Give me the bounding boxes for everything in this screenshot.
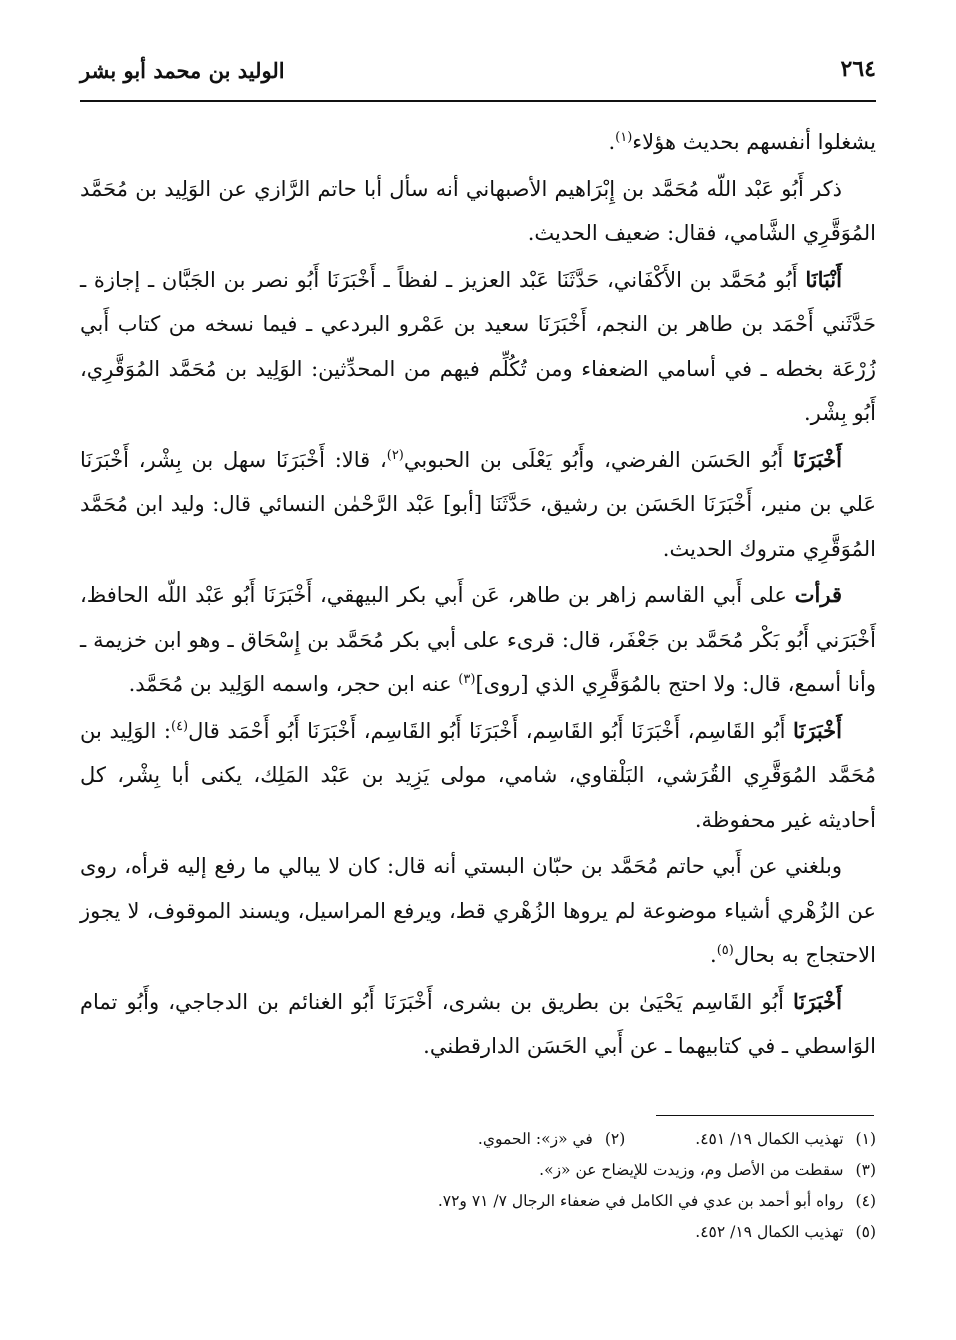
- paragraph-text: أَبُو القَاسِم يَحْيَىٰ بن بطريق بن بشرى، أَخْبَرَنَا أَبُو الغنائم بن الدجاجي، وأَبُو تمام الوَاسطي ـ في كتابيهما ـ عن أَبي الحَسَن الدارقطني.: [80, 989, 876, 1058]
- footnote-ref: (٣): [458, 672, 476, 687]
- paragraph-text: أَبُو مُحَمَّد بن الأَكْفَاني، حَدَّثَنَا عَبْد العزيز ـ لفظاً ـ أَخْبَرَنَا أَبُو نصر بن الجَبَّان ـ إجازة ـ حَدَّثَني أَحْمَد بن طاهر بن النجم، أَخْبَرَنَا سعيد بن عَمْرو البردعي ـ فيما نسخه من كتاب أَبي زُرْعَة بخطه ـ في أسامي الضعفاء ومن تُكُلِّم فيهم من المحدِّثين: الوَلِيد بن مُحَمَّد المُوَقَّرِي، أَبُو بِشْر.: [80, 267, 876, 425]
- paragraph: [80, 258, 876, 436]
- running-head: الوليد بن محمد أبو بشر: [80, 58, 285, 83]
- page-header: [80, 54, 876, 102]
- footnote-separator: [656, 1115, 874, 1116]
- footnote-ref: (٥): [716, 943, 734, 958]
- footnote-number: (٣): [855, 1161, 876, 1179]
- footnote-text: رواه أبو أحمد بن عدي في الكامل في ضعفاء الرجال ٧/ ٧١ و٧٢.: [437, 1192, 844, 1210]
- page-number: ٢٦٤: [840, 56, 876, 82]
- paragraph-lead: أَنْبَانَا: [805, 266, 842, 292]
- paragraph-lead: أَخْبَرَنَا: [793, 446, 842, 472]
- paragraph-text-after: ، قالا: أَخْبَرَنَا سهل بن بِشْر، أَخْبَرَنَا عَلي بن منير، أَخْبَرَنَا الحَسَن بن رشيق، حَدَّثَنَا [أبو] عَبْد الرَّحْمٰن النسائي قال: وليد ابن مُحَمَّد المُوَقَّرِي متروك الحديث.: [80, 447, 876, 561]
- footnote-row: [80, 1217, 876, 1248]
- paragraph: [80, 167, 876, 256]
- footnote-row: [80, 1155, 876, 1186]
- paragraph-text: يشغلوا أنفسهم بحديث هؤلاء: [632, 130, 876, 154]
- footnote: [438, 1186, 876, 1217]
- paragraph: [80, 709, 876, 843]
- paragraph: [80, 438, 876, 572]
- footnote-text: تهذيب الكمال ١٩/ ٤٥١.: [695, 1130, 844, 1148]
- footnote-ref: (٢): [386, 447, 404, 463]
- footnote-ref: (١): [615, 130, 633, 145]
- footnote: [539, 1155, 876, 1186]
- paragraph-text: ذكر أَبُو عَبْد اللّه مُحَمَّد بن إِبْرَاهيم الأصبهاني أنه سأل أبا حاتم الرَّازي عن الوَلِيد بن مُحَمَّد المُوَقَّرِي الشَّامي، فقال: ضعيف الحديث.: [80, 176, 876, 245]
- footnote: [695, 1217, 876, 1248]
- paragraph-text: وبلغني عن أَبي حاتم مُحَمَّد بن حبّان البستي أنه قال: كان لا يبالي ما رفع إليه قرأه، روى عن الزُهْري أشياء موضوعة لم يروها الزُهْري قط، ويرفع المراسيل، ويسند الموقوف، لا يجوز الاحتجاج به بحال: [80, 854, 876, 967]
- paragraph-text: أَبُو القَاسِم، أَخْبَرَنَا أَبُو القَاسِم، أَخْبَرَنَا أَبُو القَاسِم، أَخْبَرَنَا أَبُو أَحْمَد قال: [188, 718, 794, 743]
- main-text: [80, 120, 876, 1069]
- paragraph: [80, 980, 876, 1069]
- paragraph: [80, 120, 876, 165]
- footnote-number: (١): [855, 1130, 876, 1148]
- paragraph-text: أَبُو الحَسَن الفرضي، وأَبُو يَعْلَى بن الحبوبي: [403, 447, 794, 472]
- footnote-number: (٥): [855, 1223, 876, 1241]
- footnote: [695, 1124, 876, 1155]
- paragraph-lead: قرأت: [794, 582, 842, 607]
- footnote-ref: (٤): [170, 718, 189, 734]
- footnotes: [80, 1124, 876, 1248]
- footnote: [478, 1124, 625, 1155]
- footnote-number: (٤): [855, 1192, 876, 1210]
- paragraph-text-after: عنه ابن حجر، واسمه الوَلِيد بن مُحَمَّد.: [128, 672, 459, 696]
- footnote-number: (٢): [604, 1130, 626, 1148]
- footnote-text: في «ز»: الحموي.: [477, 1130, 593, 1148]
- paragraph: [80, 844, 876, 978]
- paragraph-lead: أَخْبَرَنَا: [793, 988, 842, 1014]
- footnote-row: [80, 1124, 876, 1155]
- footnote-text: سقطت من الأصل وم، وزيدت للإيضاح عن «ز».: [539, 1161, 844, 1179]
- paragraph-text-after: : الوَلِيد بن مُحَمَّد المُوَقَّرِي القُرَشي، البَلْقاوي، شامي، مولى يَزِيد بن عَبْد المَلِك، يكنى أبا بِشْر، كل أحاديثه غير محفوظة.: [80, 718, 876, 832]
- footnote-text: تهذيب الكمال ١٩/ ٤٥٢.: [695, 1223, 844, 1241]
- paragraph: [80, 573, 876, 707]
- paragraph-lead: أَخْبَرَنَا: [793, 717, 842, 743]
- paragraph-text-after: .: [710, 943, 717, 967]
- paragraph-text: على أَبي القاسم زاهر بن طاهر، عَن أَبي بكر البيهقي، أَخْبَرَنَا أَبُو عَبْد اللّه الحافظ، أَخْبَرَني أَبُو بَكْر مُحَمَّد بن جَعْفَر، قال: قرىء على أبي بكر مُحَمَّد بن إِسْحَاق ـ وهو ابن خزيمة ـ وأنا أسمع، قال: ولا احتج بالمُوَقَّرِي الذي [روى]: [80, 583, 876, 696]
- footnote-row: [80, 1186, 876, 1217]
- paragraph-text-after: .: [608, 130, 616, 154]
